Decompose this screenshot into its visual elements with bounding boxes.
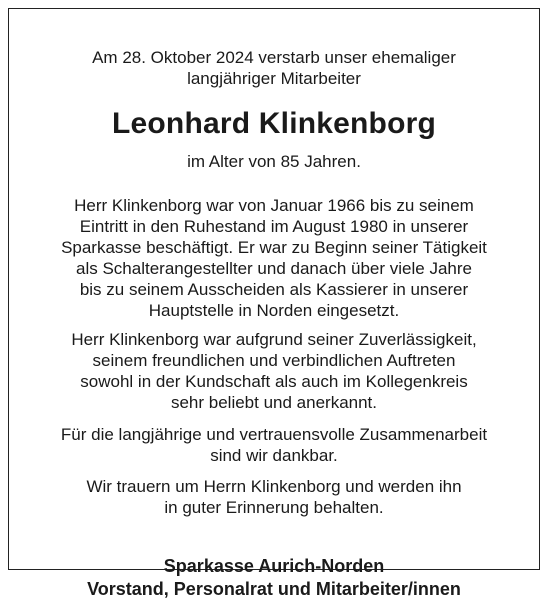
text-line: Hauptstelle in Norden eingesetzt. xyxy=(148,301,400,320)
text-line: bis zu seinem Ausscheiden als Kassierer in unserer xyxy=(79,280,469,299)
intro-line: langjähriger Mitarbeiter xyxy=(187,69,361,88)
text-line: sehr beliebt und anerkannt. xyxy=(170,393,378,412)
text-line: Herr Klinkenborg war aufgrund seiner Zuverlässigkeit, xyxy=(71,330,477,349)
paragraph-mourning xyxy=(9,476,539,518)
paragraph-employment xyxy=(9,195,539,321)
intro-line: Am 28. Oktober 2024 verstarb unser ehemaliger xyxy=(92,48,456,67)
intro-text xyxy=(9,47,539,89)
signature-organization: Sparkasse Aurich-Norden xyxy=(163,556,385,576)
text-line: Für die langjährige und vertrauensvolle Zusammenarbeit xyxy=(60,425,488,444)
age-text: im Alter von 85 Jahren. xyxy=(187,152,361,171)
notice-content xyxy=(9,47,539,601)
text-line: als Schalterangestellter und danach über viele Jahre xyxy=(76,259,472,278)
paragraph-gratitude xyxy=(9,424,539,466)
text-line: Wir trauern um Herrn Klinkenborg und werden ihn xyxy=(86,477,462,496)
text-line: Sparkasse beschäftigt. Er war zu Beginn seiner Tätigkeit xyxy=(61,238,487,257)
text-line: sind wir dankbar. xyxy=(210,446,338,465)
text-line: Eintritt in den Ruhestand im August 1980 in unserer xyxy=(79,217,469,236)
paragraph-character xyxy=(9,329,539,413)
text-line: sowohl in der Kundschaft als auch im Kollegenkreis xyxy=(80,372,468,391)
signature-departments: Vorstand, Personalrat und Mitarbeiter/innen xyxy=(87,579,461,599)
text-line: in guter Erinnerung behalten. xyxy=(164,498,384,517)
text-line: seinem freundlichen und verbindlichen Auftreten xyxy=(92,351,456,370)
deceased-name: Leonhard Klinkenborg xyxy=(111,107,436,140)
signature-block xyxy=(9,555,539,601)
text-line: Herr Klinkenborg war von Januar 1966 bis zu seinem xyxy=(74,196,474,215)
notice-frame xyxy=(8,8,540,599)
